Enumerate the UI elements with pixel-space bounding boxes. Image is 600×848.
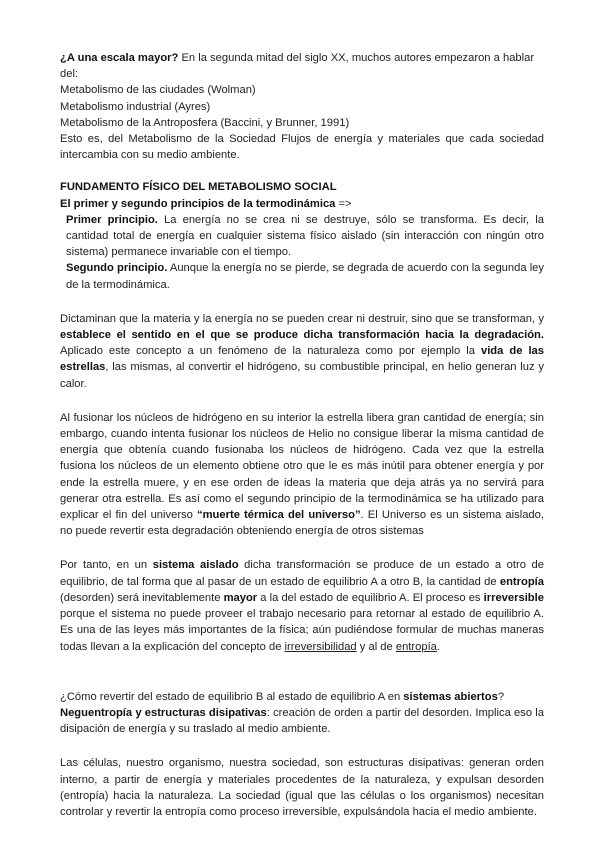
second-principle [60, 260, 544, 292]
dictaminan-text-c: Aplicado este concepto a un fenómeno de la naturaleza como por ejemplo la [60, 345, 481, 358]
question-bold-b: sistemas abiertos [403, 690, 498, 703]
neguentropia [60, 705, 544, 737]
document-page [60, 50, 544, 820]
first-principle-label: Primer principio. [66, 213, 158, 226]
intro-item: Metabolismo industrial (Ayres) [60, 100, 211, 113]
question-text-c: ? [497, 690, 505, 703]
intro-item: Metabolismo de las ciudades (Wolman) [60, 84, 256, 97]
intro-question-text: En la segunda mitad del siglo XX, muchos autores empezaron a hablar del: [60, 52, 535, 81]
first-principle [60, 212, 544, 261]
paragraph-sistema [60, 557, 544, 654]
sistema-bold-d: entropía [499, 575, 544, 588]
first-principle-text: La energía no se crea ni se destruye, sólo se transforma. Es decir, la cantidad total de energía en cualquier sistema físico aislado (sin interacción con ningún otro sistema) permanece invariable con el tiempo. [66, 213, 544, 259]
sistema-text-m: . [436, 640, 441, 653]
fusion-text-a: Al fusionar los núcleos de hidrógeno en su interior la estrella libera gran cantidad de energía; sin embargo, cuando intenta fusionar los núcleos de Helio no consigue liberar la misma cantidad de energía que obtenía cuando fusionaba los núcleos de hidrógeno. Cada vez que la estrella fusiona los núcleos de un elemento obtiene otro que le es más inútil para obtener energía y por ende la estrella muere, y en ese orden de ideas la materia que deja atrás ya no servirá para generar otra estrella. Es así como el segundo principio de la termodinámica se ha utilizado para explicar el fin del universo [60, 411, 544, 522]
section-subtitle-text: El primer y segundo principios de la termodinámica [60, 197, 336, 210]
sistema-text-a: Por tanto, en un [60, 559, 153, 572]
question-text-a: ¿Cómo revertir del estado de equilibrio B al estado de equilibrio A en [60, 690, 404, 703]
question-open-systems [60, 689, 544, 705]
paragraph-celulas: Las células, nuestro organismo, nuestra sociedad, son estructuras disipativas: generan orden interno, a partir de energía y materiales procedentes de la naturaleza, y expulsan desorden (entropía) hacia la naturaleza. La sociedad (igual que las células o los organismos) necesitan controlar y revertir la entropía como proceso irreversible, expulsándola hacia el medio ambiente. [60, 757, 544, 818]
second-principle-label: Segundo principio. [66, 262, 168, 275]
fusion-text-c: . El Universo es un sistema aislado, no puede revertir esta degradación obteniendo energía de otros sistemas [60, 509, 544, 538]
sistema-text-e: (desorden) será inevitablemente [60, 591, 224, 604]
paragraph-fusion [60, 410, 544, 540]
second-principle-text: Aunque la energía no se pierde, se degrada de acuerdo con la segunda ley de la termodinámica. [66, 262, 544, 291]
sistema-text-i: porque el sistema no puede proveer el trabajo necesario para retornar al estado de equilibrio A. Es una de las leyes más importantes de la física; aún pudiéndose formular de muchas maneras todas llevan a la explicación del concepto de [60, 608, 544, 653]
fusion-bold-b: “muerte térmica del universo” [197, 509, 361, 522]
dictaminan-bold-b: establece el sentido en el que se produce dicha transformación hacia la degradación. [60, 329, 544, 342]
section-subtitle [60, 196, 544, 212]
dictaminan-text-e: , las mismas, al convertir el hidrógeno, su combustible principal, en helio generan luz y calor. [60, 361, 544, 390]
sistema-underline-l: entropía [395, 640, 437, 653]
intro-question [60, 50, 544, 82]
sistema-bold-f: mayor [223, 591, 258, 604]
intro-summary: Esto es, del Metabolismo de la Sociedad Flujos de energía y materiales que cada sociedad intercambia con su medio ambiente. [60, 133, 544, 162]
sistema-text-c: dicha transformación se produce de un estado a otro de equilibrio, de tal forma que al pasar de un estado de equilibrio A a otro B, la cantidad de [60, 559, 544, 588]
paragraph-dictaminan [60, 311, 544, 392]
neguentropia-text: : creación de orden a partir del desorden. Implica eso la disipación de energía y su traslado al medio ambiente. [60, 706, 544, 736]
dictaminan-text-a: Dictaminan que la materia y la energía no se pueden crear ni destruir, sino que se transforman, y [60, 312, 544, 325]
neguentropia-label: Neguentropía y estructuras disipativas [60, 706, 267, 719]
sistema-bold-h: irreversible [483, 591, 544, 604]
sistema-underline-j: irreversibilidad [284, 640, 357, 653]
subtitle-arrow: => [335, 197, 352, 210]
section-title-text: FUNDAMENTO FÍSICO DEL METABOLISMO SOCIAL [60, 181, 337, 194]
intro-item: Metabolismo de la Antroposfera (Baccini, y Brunner, 1991) [60, 116, 350, 129]
sistema-text-g: a la del estado de equilibrio A. El proceso es [257, 591, 484, 604]
sistema-text-k: y al de [356, 640, 396, 653]
dictaminan-bold-d: vida de las estrellas [60, 345, 545, 374]
intro-question-bold: ¿A una escala mayor? [60, 52, 179, 64]
sistema-bold-b: sistema aislado [152, 559, 239, 572]
section-title [60, 179, 544, 195]
